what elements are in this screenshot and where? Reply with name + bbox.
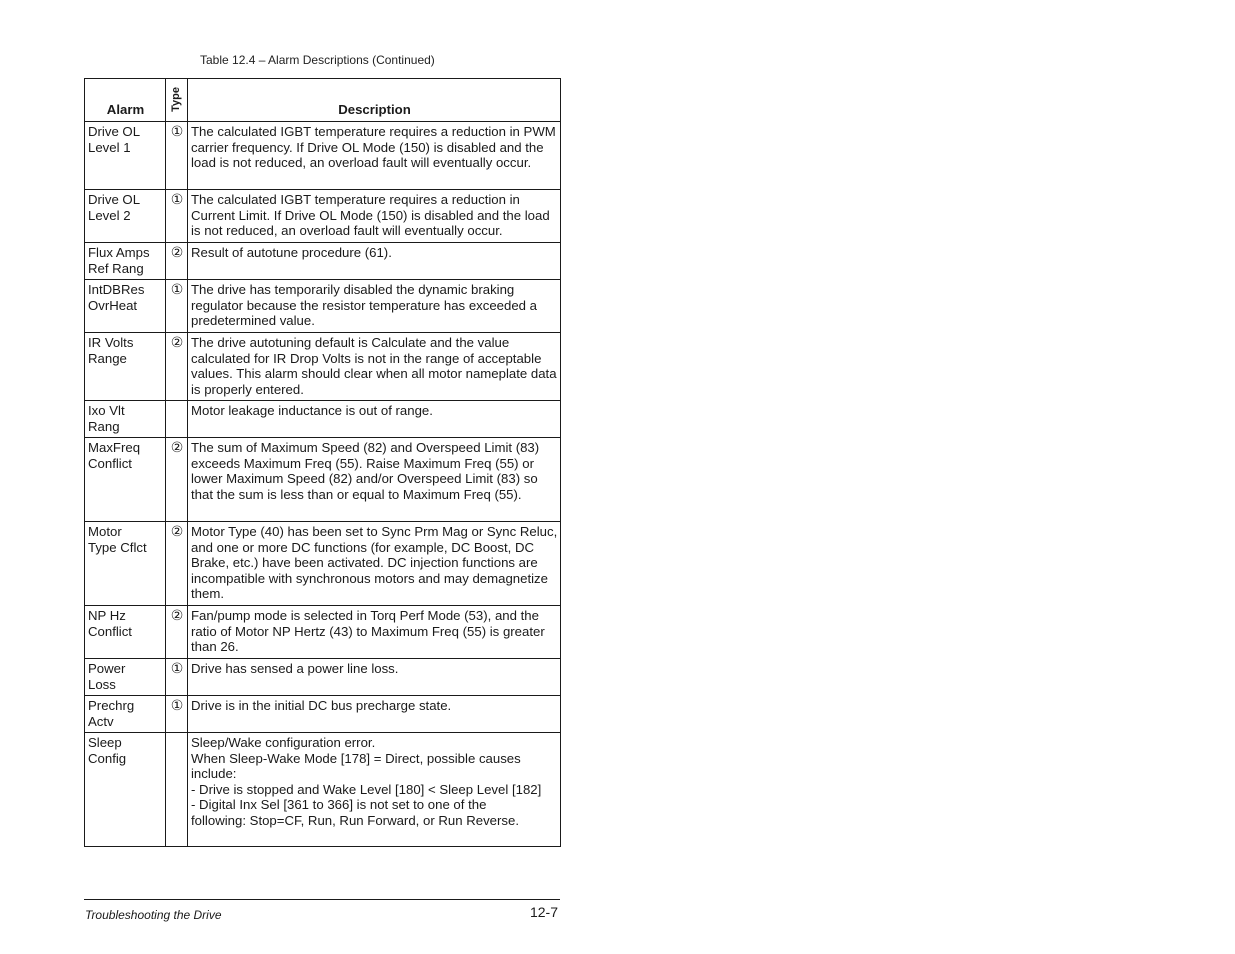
table-row: [85, 606, 561, 659]
alarm-name: Prechrg Actv: [85, 696, 166, 733]
table-row: [85, 280, 561, 333]
alarm-type: ①: [166, 659, 188, 696]
table-row: [85, 190, 561, 243]
alarm-name: Flux Amps Ref Rang: [85, 243, 166, 280]
table-caption: Table 12.4 – Alarm Descriptions (Continued): [200, 53, 435, 67]
table-row: [85, 696, 561, 733]
alarm-description: Result of autotune procedure (61).: [188, 243, 561, 280]
alarm-description: Sleep/Wake configuration error. When Sleep-Wake Mode [178] = Direct, possible causes include: - Drive is stopped and Wake Level [180] < Sleep Level [182] - Digital Inx Sel [361 to 366] is not set to one of the following: Stop=CF, Run, Run Forward, or Run Reverse.: [188, 733, 561, 847]
table-row: [85, 401, 561, 438]
alarm-name: Power Loss: [85, 659, 166, 696]
alarm-name: IR Volts Range: [85, 333, 166, 401]
alarm-type: ①: [166, 122, 188, 190]
alarm-description: Drive has sensed a power line loss.: [188, 659, 561, 696]
alarm-description: Motor leakage inductance is out of range.: [188, 401, 561, 438]
header-description: Description: [188, 79, 561, 122]
alarm-type: ①: [166, 280, 188, 333]
alarm-name: MaxFreq Conflict: [85, 438, 166, 522]
alarm-descriptions-table: [84, 78, 561, 847]
alarm-name: NP Hz Conflict: [85, 606, 166, 659]
table-row: [85, 333, 561, 401]
alarm-name: Sleep Config: [85, 733, 166, 847]
table-row: [85, 438, 561, 522]
alarm-description: The drive autotuning default is Calculate and the value calculated for IR Drop Volts is not in the range of acceptable values. This alarm should clear when all motor nameplate data is properly entered.: [188, 333, 561, 401]
footer-divider: [84, 899, 560, 900]
alarm-type: ①: [166, 190, 188, 243]
alarm-name: IntDBRes OvrHeat: [85, 280, 166, 333]
table-row: [85, 659, 561, 696]
alarm-type: ②: [166, 522, 188, 606]
alarm-type: ②: [166, 606, 188, 659]
alarm-description: The sum of Maximum Speed (82) and Overspeed Limit (83) exceeds Maximum Freq (55). Raise Maximum Freq (55) or lower Maximum Speed (82) and/or Overspeed Limit (83) so that the sum is less than or equal to Maximum Freq (55).: [188, 438, 561, 522]
table-header-row: [85, 79, 561, 122]
alarm-description: The drive has temporarily disabled the dynamic braking regulator because the resistor temperature has exceeded a predetermined value.: [188, 280, 561, 333]
footer-section-title: Troubleshooting the Drive: [85, 908, 222, 922]
alarm-description: Motor Type (40) has been set to Sync Prm Mag or Sync Reluc, and one or more DC functions (for example, DC Boost, DC Brake, etc.) have been activated. DC injection functions are incompatible with synchronous motors and may demagnetize them.: [188, 522, 561, 606]
alarm-name: Drive OL Level 1: [85, 122, 166, 190]
header-alarm: Alarm: [85, 79, 166, 122]
alarm-description: Drive is in the initial DC bus precharge state.: [188, 696, 561, 733]
alarm-type: [166, 733, 188, 847]
footer-page-number: 12-7: [529, 904, 558, 920]
alarm-description: The calculated IGBT temperature requires a reduction in PWM carrier frequency. If Drive OL Mode (150) is disabled and the load is not reduced, an overload fault will eventually occur.: [188, 122, 561, 190]
alarm-description: The calculated IGBT temperature requires a reduction in Current Limit. If Drive OL Mode (150) is disabled and the load is not reduced, an overload fault will eventually occur.: [188, 190, 561, 243]
header-type: [166, 79, 188, 122]
alarm-type: ①: [166, 696, 188, 733]
alarm-description: Fan/pump mode is selected in Torq Perf Mode (53), and the ratio of Motor NP Hertz (43) to Maximum Freq (55) is greater than 26.: [188, 606, 561, 659]
alarm-type: ②: [166, 243, 188, 280]
alarm-name: Ixo Vlt Rang: [85, 401, 166, 438]
alarm-type: ②: [166, 333, 188, 401]
table-row: [85, 243, 561, 280]
alarm-name: Motor Type Cflct: [85, 522, 166, 606]
table-row: [85, 733, 561, 847]
alarm-type: ②: [166, 438, 188, 522]
table-row: [85, 522, 561, 606]
alarm-name: Drive OL Level 2: [85, 190, 166, 243]
table-row: [85, 122, 561, 190]
header-type-label: Type: [170, 87, 182, 112]
alarm-type: [166, 401, 188, 438]
